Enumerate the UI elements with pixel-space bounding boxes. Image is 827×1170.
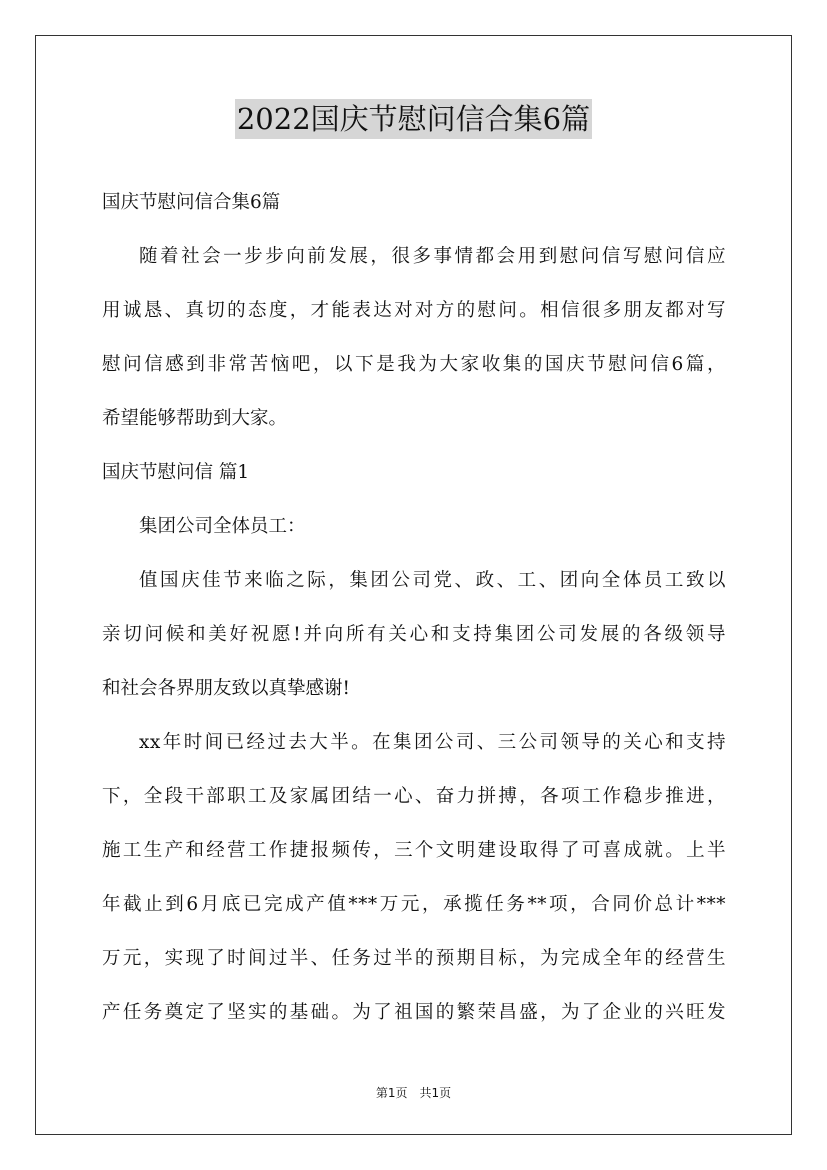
section-heading: 国庆节慰问信 篇1 (102, 462, 250, 483)
paragraph-line: 用诚恳、真切的态度，才能表达对对方的慰问。相信很多朋友都对写 (102, 300, 726, 321)
document-body (102, 176, 726, 1040)
salutation-line: 集团公司全体员工： (139, 516, 306, 537)
paragraph-line: 值国庆佳节来临之际，集团公司党、政、工、团向全体员工致以 (139, 570, 726, 591)
paragraph-line: 随着社会一步步向前发展，很多事情都会用到慰问信写慰问信应 (139, 246, 726, 267)
subtitle-line: 国庆节慰问信合集6篇 (102, 192, 281, 213)
paragraph-line: 万元，实现了时间过半、任务过半的预期目标，为完成全年的经营生 (102, 948, 726, 969)
paragraph-line: 希望能够帮助到大家。 (102, 408, 288, 429)
paragraph-line: 产任务奠定了坚实的基础。为了祖国的繁荣昌盛，为了企业的兴旺发 (102, 1002, 726, 1023)
paragraph-line: 亲切问候和美好祝愿!并向所有关心和支持集团公司发展的各级领导 (102, 624, 726, 645)
document-title: 2022国庆节慰问信合集6篇 (235, 99, 592, 139)
page-footer: 第1页 共1页 (375, 1086, 452, 1100)
paragraph-line: 年截止到6月底已完成产值***万元，承揽任务**项，合同价总计*** (102, 894, 726, 915)
document-title-wrap (0, 99, 827, 139)
paragraph-line: 慰问信感到非常苦恼吧，以下是我为大家收集的国庆节慰问信6篇， (102, 354, 726, 375)
paragraph-line: xx年时间已经过去大半。在集团公司、三公司领导的关心和支持 (139, 732, 726, 753)
paragraph-line: 施工生产和经营工作捷报频传，三个文明建设取得了可喜成就。上半 (102, 840, 726, 861)
paragraph-line: 下，全段干部职工及家属团结一心、奋力拼搏，各项工作稳步推进， (102, 786, 726, 807)
paragraph-line: 和社会各界朋友致以真挚感谢! (102, 678, 350, 699)
